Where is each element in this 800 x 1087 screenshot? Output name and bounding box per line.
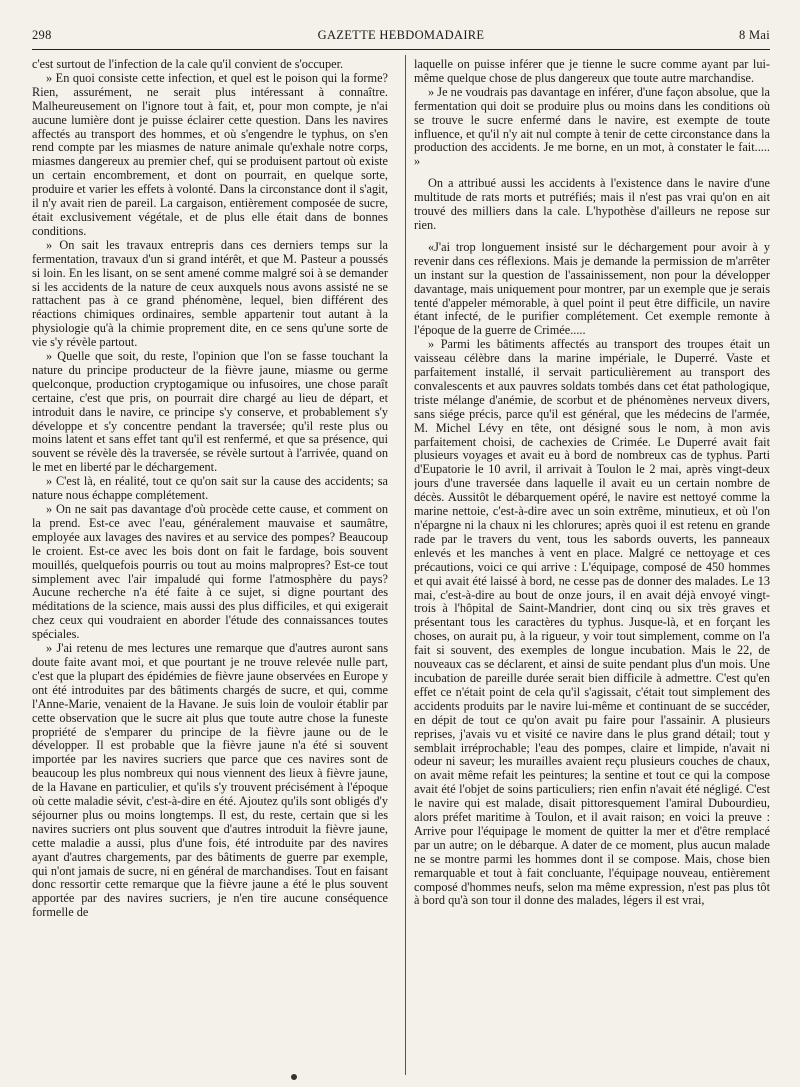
paragraph: On a attribué aussi les accidents à l'existence dans le navire d'une multitude de rats morts et putréfiés; mais il n'est pas vrai qu'on en ait trouvé des milliers dans la cale. L'hypothèse d'ailleurs ne repose sur rien. (414, 176, 770, 232)
paragraph: » On sait les travaux entrepris dans ces derniers temps sur la fermentation, travaux d'un si grand intérêt, et que M. Pasteur a poussés si loin. En les lisant, on se sent amené comme malgré soi à se demander si les accidents de la nature de ceux auxquels nous avons assisté ne se rattachent pas à ce grand phénomène, lequel, bien différent des réactions chimiques ordinaires, semble appartenir tout autant à la physiologie qu'à la chimie proprement dite, en ce sens qu'une sorte de vie s'y révèle partout. (32, 237, 388, 350)
header-rule (32, 49, 770, 50)
paragraph: » J'ai retenu de mes lectures une remarque que d'autres auront sans doute faite avant moi, et que pourtant je ne trouve relevée nulle part, c'est que la plupart des épidémies de fièvre jaune observées en Europe y ont été introduites par des bâtiments chargés de sucre, et qui, comme l'Anne-Marie, venaient de la Havane. Je suis loin de vouloir établir par cette observation que le sucre ait plus que toute autre chose la funeste propriété de s'emparer du principe de la fièvre jaune ou de le développer. Il est probable que la fièvre jaune n'a été si souvent importée par les navires sucriers que parce que ces navires sont de beaucoup les plus nombreux qui nous viennent des lieux à fièvre jaune, de la Havane en particulier, et qu'ils s'y trouvent précisément à l'époque où cette maladie sévit, c'est-à-dire en été. Ajoutez qu'ils sont obligés d'y séjourner plus ou moins longtemps. Il est, du reste, certain que si les navires sucriers ont plus souvent que d'autres introduit la fièvre jaune, cette maladie a aussi, plus d'une fois, été introduite par des navires ayant d'autres chargements, par des bâtiments de guerre par exemple, qui n'ont jamais de sucre, ni en général de marchandises. Tout en faisant donc ressortir cette remarque que la fièvre jaune a été le plus souvent apportée par des navires sucriers, je n'en tire aucune conséquence formelle de (32, 641, 388, 920)
left-column (32, 58, 388, 1078)
paragraph: » C'est là, en réalité, tout ce qu'on sait sur la cause des accidents; sa nature nous échappe complétement. (32, 474, 388, 503)
column-divider (405, 55, 406, 1075)
running-header (32, 28, 770, 46)
paragraph: » Quelle que soit, du reste, l'opinion que l'on se fasse touchant la nature du principe producteur de la fièvre jaune, miasme ou germe quelconque, production cryptogamique ou infusoires, une chose paraît certaine, c'est que pris, on pourrait dire chargé au lieu de départ, et introduit dans le navire, ce principe s'y conserve, et probablement s'y développe et s'y concentre pendant la traversée; qu'il reste plus ou moins latent et sans effet tant qu'il est renfermé, et que sa présence, qui souvent se révèle dès la traversée, se révèle surtout à l'arrivée, quand on le met en liberté par le déchargement. (32, 349, 388, 475)
paragraph: laquelle on puisse inférer que je tienne le sucre comme ayant par lui-même quelque chose de plus dangereux que toute autre marchandise. (414, 58, 770, 85)
paragraph: c'est surtout de l'infection de la cale qu'il convient de s'occuper. (32, 58, 344, 71)
paragraph: «J'ai trop longuement insisté sur le déchargement pour avoir à y revenir dans ces réflexions. Mais je demande la permission de m'arrêter un instant sur la question de l'assainissement, non pour la développer davantage, mais uniquement pour montrer, par un exemple que je serais tenté d'appeler mémorable, à quel point il peut être difficile, un navire étant infecté, de le purifier complétement. Cet exemple remonte à l'époque de la guerre de Crimée..... (414, 239, 770, 338)
right-column (414, 58, 770, 1078)
page-number: 298 (32, 28, 52, 42)
journal-title: GAZETTE HEBDOMADAIRE (317, 28, 485, 42)
paragraph: » Je ne voudrais pas davantage en inférer, d'une façon absolue, que la fermentation qui doit se produire plus ou moins dans les conditions où se trouve le sucre enfermé dans le navire, est exempte de toute influence, et qu'il n'y ait nul compte à tenir de cette circonstance dans la production des accidents. Je me borne, en un mot, à constater le fait..... » (414, 84, 770, 169)
issue-date: 8 Mai (738, 28, 770, 42)
paragraph: » On ne sait pas davantage d'où procède cette cause, et comment on la prend. Est-ce avec l'eau, généralement mauvaise et saumâtre, employée aux lavages des navires et au service des pompes? Beaucoup le croient. Est-ce avec les bois dont on fait le fardage, bois souvent mouillés, quelquefois pourris ou tout au moins malpropres? Est-ce tout simplement avec l'air impaludé qui forme l'atmosphère du pays? Aucune recherche n'a été faite à ce sujet, si digne pourtant des méditations de la science, mais aussi des plus difficiles, et qui exigerait chez ceux qui voudraient en aborder l'étude des connaissances toutes spéciales. (32, 502, 388, 642)
paragraph: » Parmi les bâtiments affectés au transport des troupes était un vaisseau célèbre dans la marine impériale, le Duperré. Vaste et parfaitement installé, il servait particulièrement au transport des convalescents et aux pauvres soldats tombés dans cet état pathologique, triste mélange d'anémie, de scorbut et de phénomènes nerveux divers, sans siége précis, parce qu'il est général, que les médecins de l'armée, M. Michel Lévy en tête, ont désigné sous le nom, à mon avis parfaitement choisi, de cachexies de Crimée. Le Duperré avait fait plusieurs voyages et avait eu à bord de nombreux cas de typhus. Parti d'Eupatorie le 10 avril, il arrivait à Toulon le 2 mai, après vingt-deux jours d'une traversée dans laquelle il avait eu un certain nombre de décès. Aussitôt le débarquement opéré, le navire est nettoyé comme la marine nettoie, c'est-à-dire avec un soin extrême, minutieux, et où l'on n'épargne ni la chaux ni les chlorures; après quoi il est retenu en grande rade par le travers du vent, tous les sabords ouverts, les panneaux enlevés et les manches à vent en place. Malgré ce nettoyage et ces précautions, voici ce qui arrive : L'équipage, composé de 450 hommes et qui avait été laissé à bord, ne cesse pas de donner des malades. Le 13 mai, c'est-à-dire au bout de onze jours, il en avait déjà envoyé vingt-trois à l'hôpital de Saint-Mandrier, dont cinq ou six très graves et présentant tous les caractères du typhus. Jusque-là, et en forçant les choses, on aurait pu, à la rigueur, y voir tout simplement, comme on l'a fait si souvent, des exemples de longue incubation. Mais le 22, de nouveaux cas se déclarent, et ainsi de suite pendant plus d'un mois. Une incubation de pareille durée serait bien difficile à admettre. C'est qu'en effet ce n'était point de cela qu'il s'agissait, c'était tout simplement des accidents produits par le navire lui-même et continuant de se succéder, en dépit de tout ce qu'on avait pu faire pour l'assainir. A plusieurs reprises, j'avais vu et visité ce navire dans le plus grand détail; tout y semblait irréprochable; l'eau des pompes, claire et limpide, n'avait ni odeur ni saveur; les murailles avaient reçu plusieurs couches de chaux, on avait même refait les peintures; la sentine et tout ce qui la compose avait été l'objet de soins particuliers; rien enfin n'avait été négligé. C'est le navire qui est malade, disait pittoresquement l'amiral Dubourdieu, alors préfet maritime à Toulon, et il avait raison; en voici la preuve : Arrive pour l'équipage le moment de quitter la mer et d'être remplacé par un autre; on le débarque. A dater de ce moment, plus aucun malade ne se montre parmi les hommes dont il se compose. Mais, chose bien remarquable et tout à fait concluante, l'équipage nouveau, entièrement composé d'hommes neufs, selon ma même expression, n'est pas plus tôt à bord qu'à son tour il donne des malades, légers il est vrai, (414, 337, 770, 908)
signature-mark (291, 1074, 297, 1080)
paragraph: » En quoi consiste cette infection, et quel est le poison qui la forme? Rien, assurément, ne serait plus intéressant à connaître. Malheureusement on l'ignore tout à fait, et, pour mon compte, je n'ai aucune lumière dont je puisse éclairer cette question. Dans les navires affectés au transport des hommes, et où s'engendre le typhus, on s'en rend compte par les miasmes de nature animale qu'exhale notre corps, miasmes dangereux au premier chef, qui se produisent partout où existe un certain encombrement, et dont on pourrait, en quelque sorte, produire et varier les effets à volonté. Dans la circonstance dont il s'agit, il n'y avait rien de pareil. La cargaison, entièrement composée de sucre, était exclusivement végétale, et de plus elle était dans de bonnes conditions. (32, 70, 388, 238)
